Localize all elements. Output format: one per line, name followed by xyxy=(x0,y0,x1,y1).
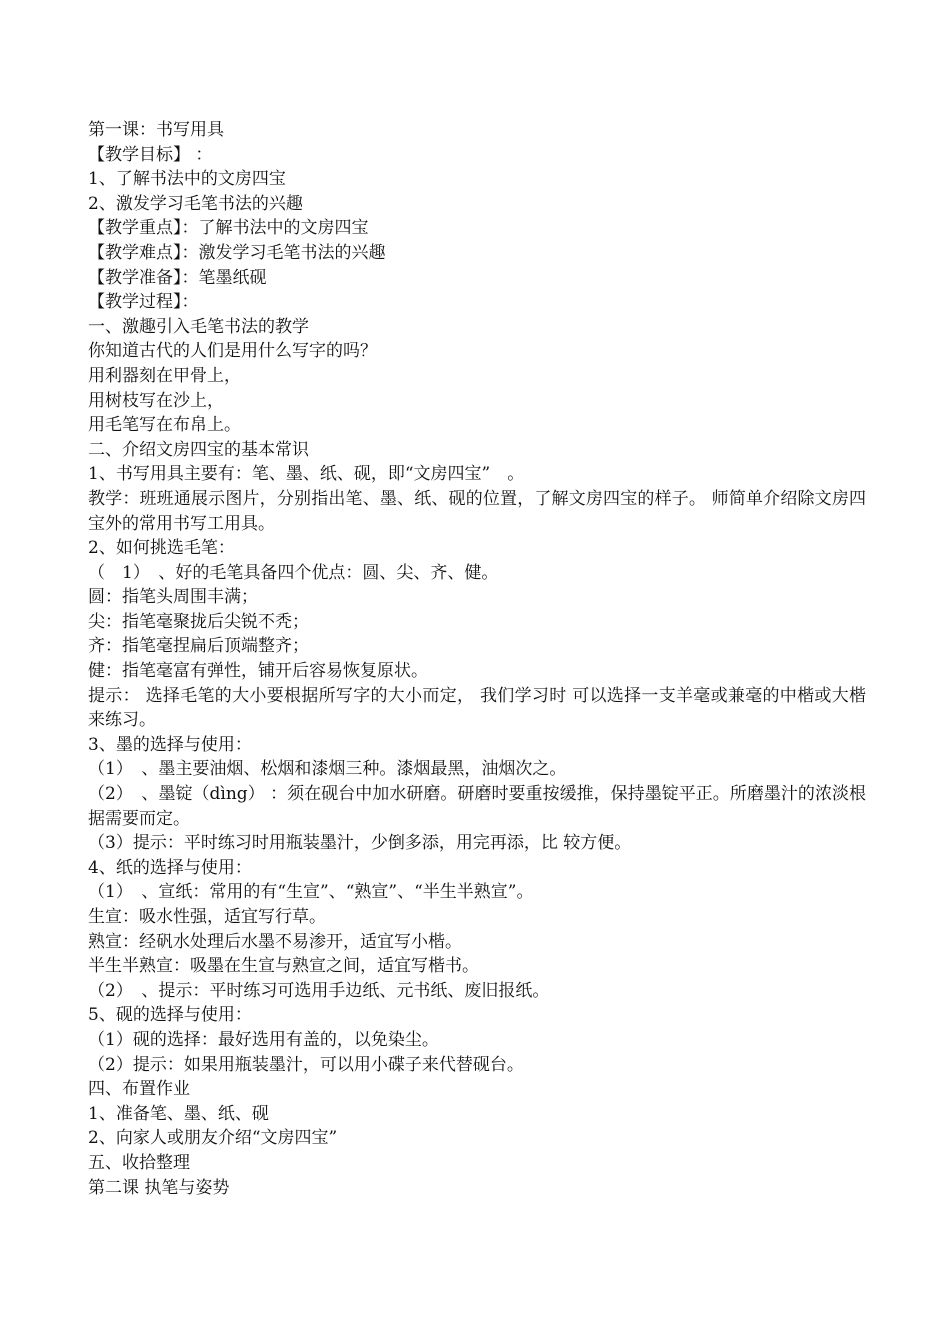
text-line: （1） 、宣纸：常用的有“生宣”、“熟宣”、“半生半熟宣”。 xyxy=(88,882,534,903)
text-line: （ 1） 、好的毛笔具备四个优点：圆、尖、齐、健。 xyxy=(88,562,499,583)
text-line: （1） 、墨主要油烟、松烟和漆烟三种。漆烟最黑，油烟次之。 xyxy=(88,759,567,780)
text-line: （2）提示：如果用瓶装墨汁，可以用小碟子来代替砚台。 xyxy=(88,1054,524,1075)
text-line: 熟宣：经矾水处理后水墨不易渗开，适宜写小楷。 xyxy=(88,931,462,952)
goal-item: 1、了解书法中的文房四宝 xyxy=(88,169,286,190)
section-heading: 一、激趣引入毛笔书法的教学 xyxy=(88,316,309,337)
text-line: 你知道古代的人们是用什么写字的吗？ xyxy=(88,341,377,362)
lesson-title: 第一课：书写用具 xyxy=(88,120,224,140)
text-line: 用毛笔写在布帛上。 xyxy=(88,415,241,436)
paragraph: 提示： 选择毛笔的大小要根据所写字的大小而定， 我们学习时 可以选择一支羊毫或兼毫的中楷或大楷来练习。 xyxy=(88,685,866,731)
section-heading: 二、介绍文房四宝的基本常识 xyxy=(88,439,309,460)
text-line: 半生半熟宣：吸墨在生宣与熟宣之间，适宜写楷书。 xyxy=(88,956,479,977)
next-lesson-title: 第二课 执笔与姿势 xyxy=(88,1177,230,1198)
text-line: （3）提示：平时练习时用瓶装墨汁，少倒多添，用完再添，比 较方便。 xyxy=(88,833,632,854)
text-line: （1）砚的选择：最好选用有盖的，以免染尘。 xyxy=(88,1029,439,1050)
text-line: 2、向家人或朋友介绍“文房四宝” xyxy=(88,1128,338,1149)
text-line: 用树枝写在沙上， xyxy=(88,390,224,411)
paragraph: （2） 、墨锭（dìng） ：须在砚台中加水研磨。研磨时要重按缓推，保持墨锭平正。所磨墨汁的浓淡根据需要而定。 xyxy=(88,784,866,829)
text-line: 1、书写用具主要有：笔、墨、纸、砚，即“文房四宝” 。 xyxy=(88,464,525,485)
text-line: 圆：指笔头周围丰满； xyxy=(88,587,258,608)
subsection-heading: 2、如何挑选毛笔： xyxy=(88,538,235,559)
teaching-difficulty: 【教学难点】：激发学习毛笔书法的兴趣 xyxy=(88,242,386,263)
paragraph: 教学：班班通展示图片，分别指出笔、墨、纸、砚的位置，了解文房四宝的样子。 师简单介绍除文房四宝外的常用书写工用具。 xyxy=(88,488,866,534)
section-heading: 五、收拾整理 xyxy=(88,1152,190,1173)
text-line: 健：指笔毫富有弹性，铺开后容易恢复原状。 xyxy=(88,661,428,682)
section-heading: 四、布置作业 xyxy=(88,1079,190,1100)
text-line: 生宣：吸水性强，适宜写行草。 xyxy=(88,907,326,927)
document-body xyxy=(88,118,866,1200)
text-line: 齐：指笔毫捏扁后顶端整齐； xyxy=(88,636,309,657)
teaching-goals-heading: 【教学目标】 ： xyxy=(88,144,213,165)
teaching-preparation: 【教学准备】：笔墨纸砚 xyxy=(88,267,267,288)
text-line: 1、准备笔、墨、纸、砚 xyxy=(88,1103,269,1124)
subsection-heading: 4、纸的选择与使用： xyxy=(88,857,252,878)
teaching-process-heading: 【教学过程】： xyxy=(88,292,199,313)
subsection-heading: 5、砚的选择与使用： xyxy=(88,1005,252,1026)
text-line: 用利器刻在甲骨上， xyxy=(88,365,241,386)
text-line: （2） 、提示：平时练习可选用手边纸、元书纸、废旧报纸。 xyxy=(88,980,550,1001)
teaching-focus: 【教学重点】：了解书法中的文房四宝 xyxy=(88,218,369,239)
goal-item: 2、激发学习毛笔书法的兴趣 xyxy=(88,193,303,214)
subsection-heading: 3、墨的选择与使用： xyxy=(88,734,252,755)
text-line: 尖：指笔毫聚拢后尖锐不秃； xyxy=(88,611,309,632)
